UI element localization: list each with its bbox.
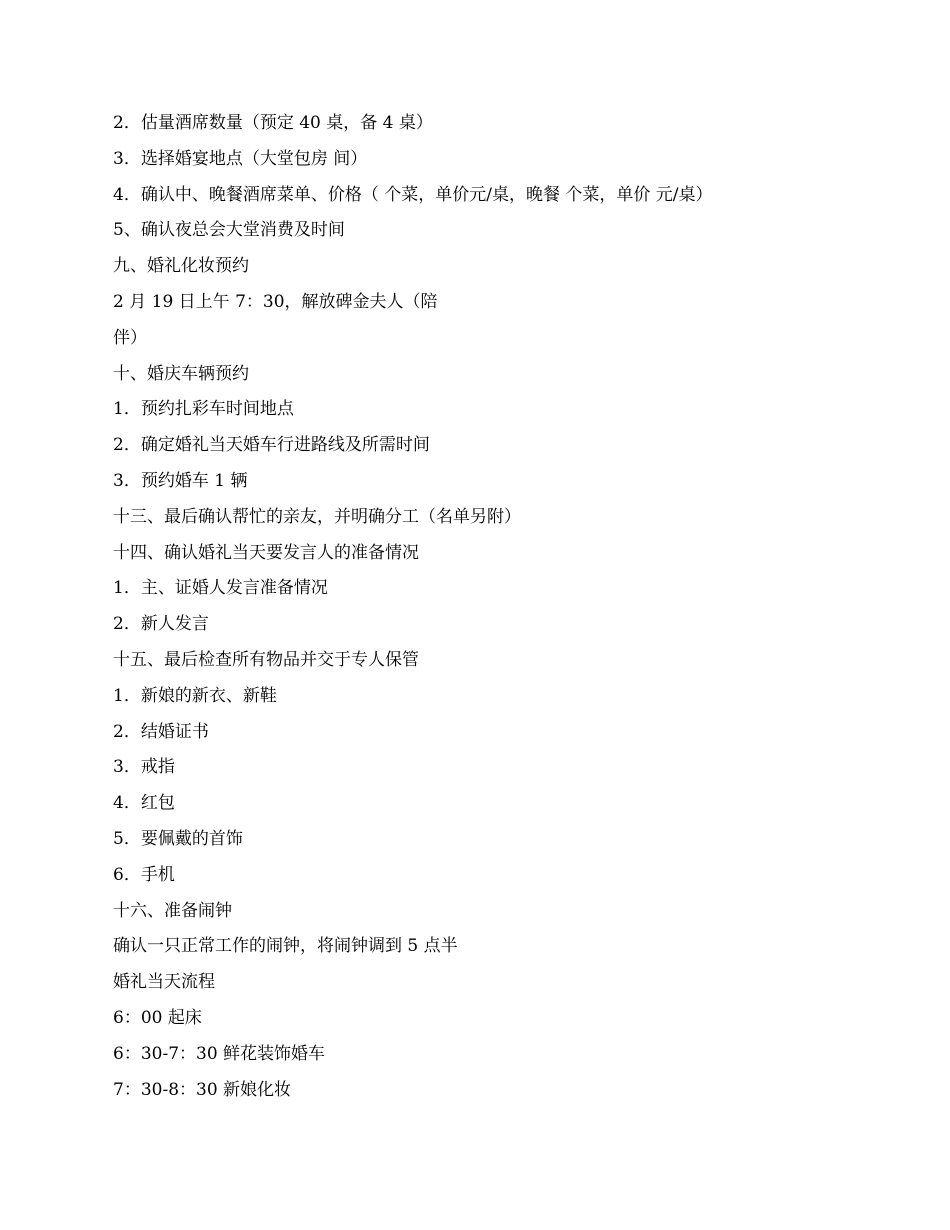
list-item-decorated-car: 1．预约扎彩车时间地点	[113, 399, 294, 420]
section-heading-speakers: 十四、确认婚礼当天要发言人的准备情况	[113, 542, 419, 563]
list-item-confirm-menu: 4．确认中、晚餐酒席菜单、价格（ 个菜，单价元/桌，晚餐 个菜，单价 元/桌）	[113, 184, 713, 205]
list-item-bride-clothes: 1．新娘的新衣、新鞋	[113, 685, 277, 706]
list-item-marriage-cert: 2．结婚证书	[113, 721, 209, 742]
paragraph-makeup-time-cont: 伴）	[113, 327, 147, 348]
section-heading-items-check: 十五、最后检查所有物品并交于专人保管	[113, 649, 419, 670]
paragraph-makeup-time: 2 月 19 日上午 7：30，解放碑金夫人（陪	[113, 291, 438, 312]
list-item-red-envelopes: 4．红包	[113, 793, 175, 814]
section-heading-helpers: 十三、最后确认帮忙的亲友，并明确分工（名单另附）	[113, 506, 521, 527]
list-item-couple-speech: 2．新人发言	[113, 614, 209, 635]
section-heading-schedule: 婚礼当天流程	[113, 972, 215, 993]
list-item-officiant-speech: 1．主、证婚人发言准备情况	[113, 578, 328, 599]
schedule-item-decorate-car: 6：30-7：30 鲜花装饰婚车	[113, 1043, 326, 1064]
list-item-phone: 6．手机	[113, 864, 175, 885]
list-item-route: 2．确定婚礼当天婚车行进路线及所需时间	[113, 435, 430, 456]
list-item-rings: 3．戒指	[113, 757, 175, 778]
section-heading-vehicles: 十、婚庆车辆预约	[113, 363, 249, 384]
list-item-estimate-tables: 2．估量酒席数量（预定 40 桌，备 4 桌）	[113, 113, 433, 133]
list-item-book-car: 3．预约婚车 1 辆	[113, 470, 248, 491]
list-item-select-venue: 3．选择婚宴地点（大堂包房 间）	[113, 148, 368, 169]
list-item-jewelry: 5．要佩戴的首饰	[113, 828, 243, 849]
list-item-nightclub: 5、确认夜总会大堂消费及时间	[113, 220, 345, 241]
schedule-item-bride-makeup: 7：30-8：30 新娘化妆	[113, 1079, 292, 1100]
section-heading-alarm: 十六、准备闹钟	[113, 900, 232, 921]
document-body	[113, 106, 813, 1108]
paragraph-alarm: 确认一只正常工作的闹钟，将闹钟调到 5 点半	[113, 936, 458, 957]
schedule-item-wake-up: 6：00 起床	[113, 1007, 202, 1028]
section-heading-makeup: 九、婚礼化妆预约	[113, 256, 249, 277]
